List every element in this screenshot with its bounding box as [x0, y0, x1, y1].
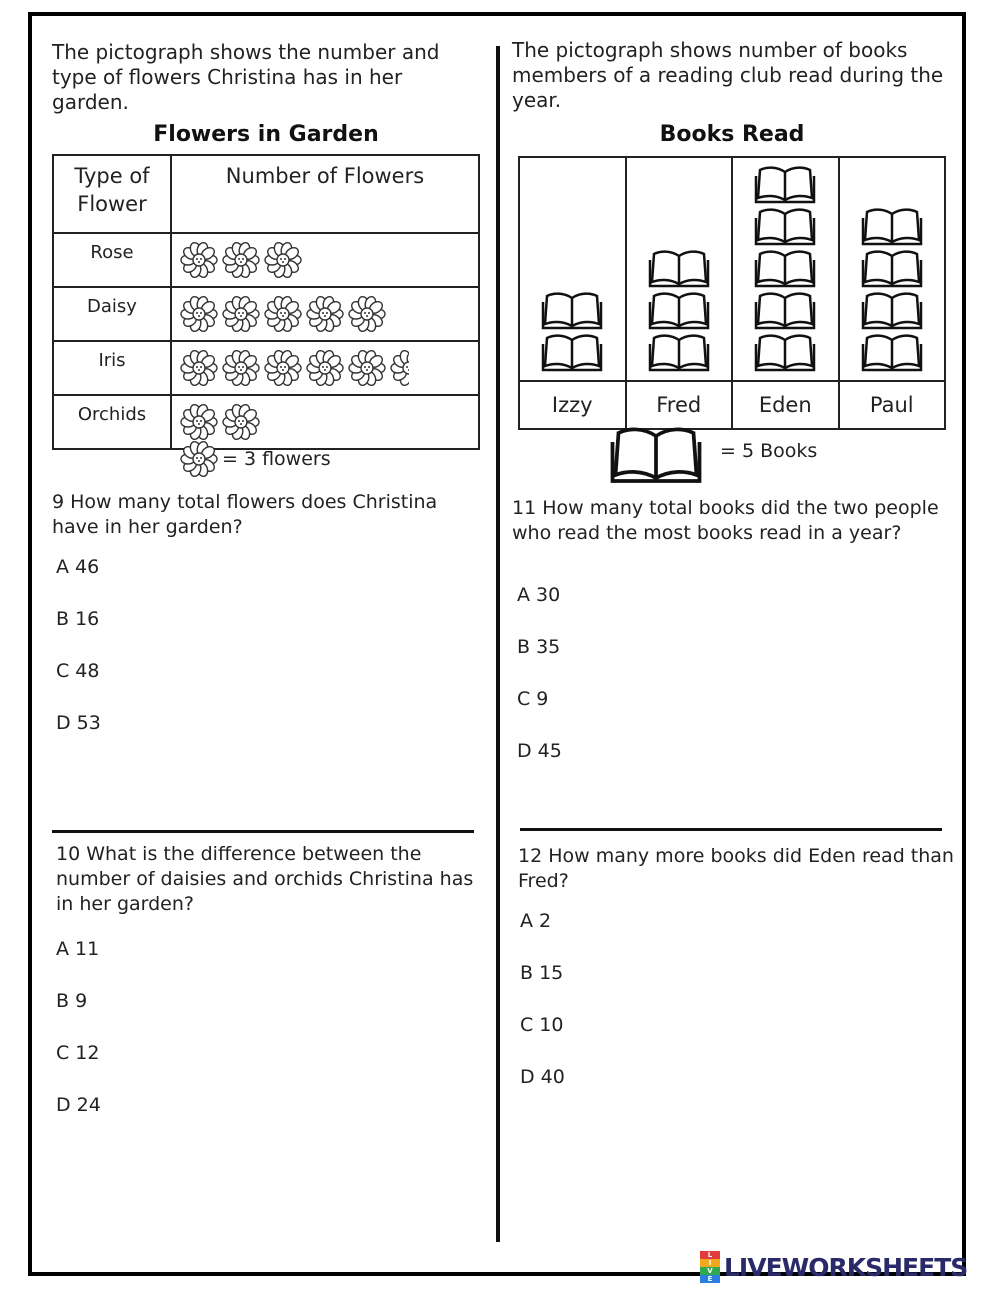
q11-option-b[interactable]: B 35 — [517, 636, 561, 658]
flowers-title: Flowers in Garden — [153, 122, 379, 147]
books-key-text: = 5 Books — [720, 440, 818, 462]
person-name: Izzy — [519, 381, 626, 429]
col-type-header: Type of Flower — [53, 155, 171, 233]
flower-icon — [180, 403, 218, 441]
logo-letter: V — [700, 1267, 720, 1275]
half-flower-icon — [390, 349, 409, 387]
logo-letter: E — [700, 1275, 720, 1283]
q12-option-b[interactable]: B 15 — [520, 962, 564, 984]
q11-option-a[interactable]: A 30 — [517, 584, 561, 606]
books-title: Books Read — [659, 122, 805, 147]
row-label: Iris — [53, 341, 171, 395]
book-icon — [648, 332, 710, 372]
question-12: 12 How many more books did Eden read than Fred? — [518, 845, 954, 892]
q10-option-d[interactable]: D 24 — [56, 1094, 101, 1116]
book-icons — [626, 157, 733, 381]
flower-icon — [264, 241, 302, 279]
flower-icons — [171, 233, 479, 287]
flower-icon — [264, 349, 302, 387]
logo-letter: L — [700, 1251, 720, 1259]
flower-icon — [222, 295, 260, 333]
flower-icon — [180, 440, 218, 478]
flower-icon — [180, 295, 218, 333]
flower-icon — [180, 241, 218, 279]
q9-option-c[interactable]: C 48 — [56, 660, 100, 682]
q12-option-d[interactable]: D 40 — [520, 1066, 565, 1088]
section-rule — [520, 828, 942, 831]
q10-option-a[interactable]: A 11 — [56, 938, 100, 960]
flower-icon — [306, 349, 344, 387]
book-icon — [754, 248, 816, 288]
book-icon — [754, 332, 816, 372]
book-icon — [754, 164, 816, 204]
book-icon — [648, 290, 710, 330]
flower-icon — [222, 349, 260, 387]
table-row — [53, 287, 479, 341]
q12-option-c[interactable]: C 10 — [520, 1014, 564, 1036]
column-divider — [496, 46, 500, 1242]
row-label: Rose — [53, 233, 171, 287]
question-10: 10 What is the difference between the number of daisies and orchids Christina has in her garden? — [56, 843, 474, 915]
person-name: Paul — [839, 381, 946, 429]
flower-icon — [264, 295, 302, 333]
person-name: Fred — [626, 381, 733, 429]
book-icons — [519, 157, 626, 381]
book-icon — [754, 206, 816, 246]
flower-icon — [222, 241, 260, 279]
q11-option-d[interactable]: D 45 — [517, 740, 562, 762]
section-rule — [52, 830, 474, 833]
flowers-table — [52, 154, 480, 450]
book-icons — [839, 157, 946, 381]
book-icon — [541, 290, 603, 330]
flower-icons — [171, 287, 479, 341]
q9-option-a[interactable]: A 46 — [56, 556, 100, 578]
book-icon — [861, 332, 923, 372]
watermark-text: LIVEWORKSHEETS — [724, 1252, 968, 1282]
liveworksheets-logo-icon — [700, 1251, 720, 1283]
book-icon — [541, 332, 603, 372]
q10-option-c[interactable]: C 12 — [56, 1042, 100, 1064]
row-label: Daisy — [53, 287, 171, 341]
book-icons — [732, 157, 839, 381]
book-icon — [861, 290, 923, 330]
question-11: 11 How many total books did the two people who read the most books read in a year? — [512, 497, 939, 544]
book-icon — [861, 206, 923, 246]
col-number-header: Number of Flowers — [171, 155, 479, 233]
row-label: Orchids — [53, 395, 171, 449]
person-name: Eden — [732, 381, 839, 429]
q10-option-b[interactable]: B 9 — [56, 990, 88, 1012]
logo-letter: I — [700, 1259, 720, 1267]
q9-option-b[interactable]: B 16 — [56, 608, 100, 630]
q11-option-c[interactable]: C 9 — [517, 688, 549, 710]
books-table — [518, 156, 946, 430]
flowers-key-text: = 3 flowers — [222, 448, 331, 470]
flower-icons — [171, 341, 479, 395]
liveworksheets-watermark — [700, 1252, 990, 1282]
book-icon — [861, 248, 923, 288]
flower-icon — [222, 403, 260, 441]
q12-option-a[interactable]: A 2 — [520, 910, 552, 932]
flowers-intro: The pictograph shows the number and type of flowers Christina has in her garden. — [52, 40, 440, 114]
flower-icon — [348, 295, 386, 333]
flower-icon — [348, 349, 386, 387]
table-row — [53, 233, 479, 287]
flowers-key — [180, 440, 331, 478]
book-icon — [606, 424, 706, 484]
question-9: 9 How many total flowers does Christina have in her garden? — [52, 491, 438, 538]
book-icon — [754, 290, 816, 330]
book-icon — [648, 248, 710, 288]
books-key — [606, 424, 817, 484]
books-intro: The pictograph shows number of books members of a reading club read during the year. — [512, 38, 944, 112]
q9-option-d[interactable]: D 53 — [56, 712, 101, 734]
table-row — [53, 341, 479, 395]
flower-icon — [180, 349, 218, 387]
flower-icon — [306, 295, 344, 333]
